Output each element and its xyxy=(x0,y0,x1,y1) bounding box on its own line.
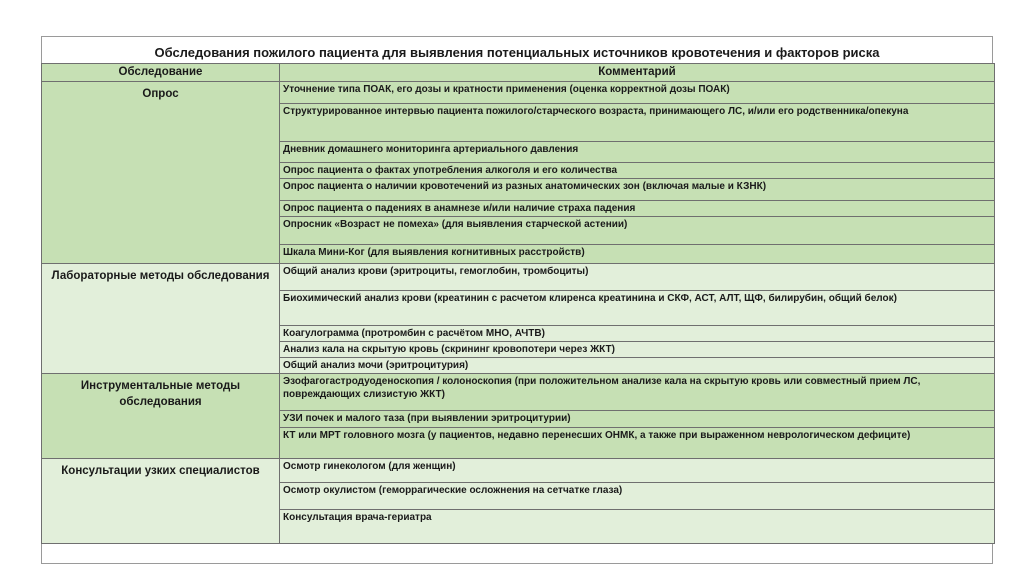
comment-cell: Уточнение типа ПОАК, его дозы и кратности применения (оценка корректной дозы ПОАК) xyxy=(280,82,995,104)
category-instrumental: Инструментальные методы обследования xyxy=(42,374,280,459)
table-header-row xyxy=(42,64,995,82)
comment-cell: УЗИ почек и малого таза (при выявлении эритроцитурии) xyxy=(280,411,995,428)
comment-cell: Опрос пациента о фактах употребления алкоголя и его количества xyxy=(280,163,995,179)
comment-cell: Опросник «Возраст не помеха» (для выявления старческой астении) xyxy=(280,217,995,245)
comment-cell: Анализ кала на скрытую кровь (скрининг кровопотери через ЖКТ) xyxy=(280,342,995,358)
comment-cell: Эзофагогастродуоденоскопия / колоноскопия (при положительном анализе кала на скрытую кровь или совместный прием ЛС, повреждающих слизистую ЖКТ) xyxy=(280,374,995,411)
comment-cell: Осмотр окулистом (геморрагические осложнения на сетчатке глаза) xyxy=(280,483,995,510)
category-consultations: Консультации узких специалистов xyxy=(42,459,280,544)
comment-cell: Коагулограмма (протромбин с расчётом МНО, АЧТВ) xyxy=(280,326,995,342)
category-survey: Опрос xyxy=(42,82,280,264)
comment-cell: Консультация врача-гериатра xyxy=(280,510,995,544)
table-row xyxy=(42,459,995,483)
page-title: Обследования пожилого пациента для выявления потенциальных источников кровотечения и факторов риска xyxy=(154,44,880,60)
comment-cell: Опрос пациента о наличии кровотечений из разных анатомических зон (включая малые и КЗНК) xyxy=(280,179,995,201)
comment-cell: Структурированное интервью пациента пожилого/старческого возраста, принимающего ЛС, и/или его родственника/опекуна xyxy=(280,104,995,142)
comment-cell: Дневник домашнего мониторинга артериального давления xyxy=(280,142,995,163)
comment-cell: Шкала Мини-Ког (для выявления когнитивных расстройств) xyxy=(280,245,995,264)
header-comment: Комментарий xyxy=(280,64,995,82)
comment-cell: Опрос пациента о падениях в анамнезе и/или наличие страха падения xyxy=(280,201,995,217)
comment-cell: Общий анализ мочи (эритроцитурия) xyxy=(280,358,995,374)
header-examination: Обследование xyxy=(42,64,280,82)
table-row xyxy=(42,82,995,104)
table-row xyxy=(42,374,995,411)
comment-cell: КТ или МРТ головного мозга (у пациентов, недавно перенесших ОНМК, а также при выраженном неврологическом дефиците) xyxy=(280,428,995,459)
examination-table xyxy=(41,63,995,544)
category-lab: Лабораторные методы обследования xyxy=(42,264,280,374)
comment-cell: Биохимический анализ крови (креатинин с расчетом клиренса креатинина и СКФ, АСТ, АЛТ, ЩФ, билирубин, общий белок) xyxy=(280,291,995,326)
table-row xyxy=(42,264,995,291)
comment-cell: Общий анализ крови (эритроциты, гемоглобин, тромбоциты) xyxy=(280,264,995,291)
comment-cell: Осмотр гинекологом (для женщин) xyxy=(280,459,995,483)
